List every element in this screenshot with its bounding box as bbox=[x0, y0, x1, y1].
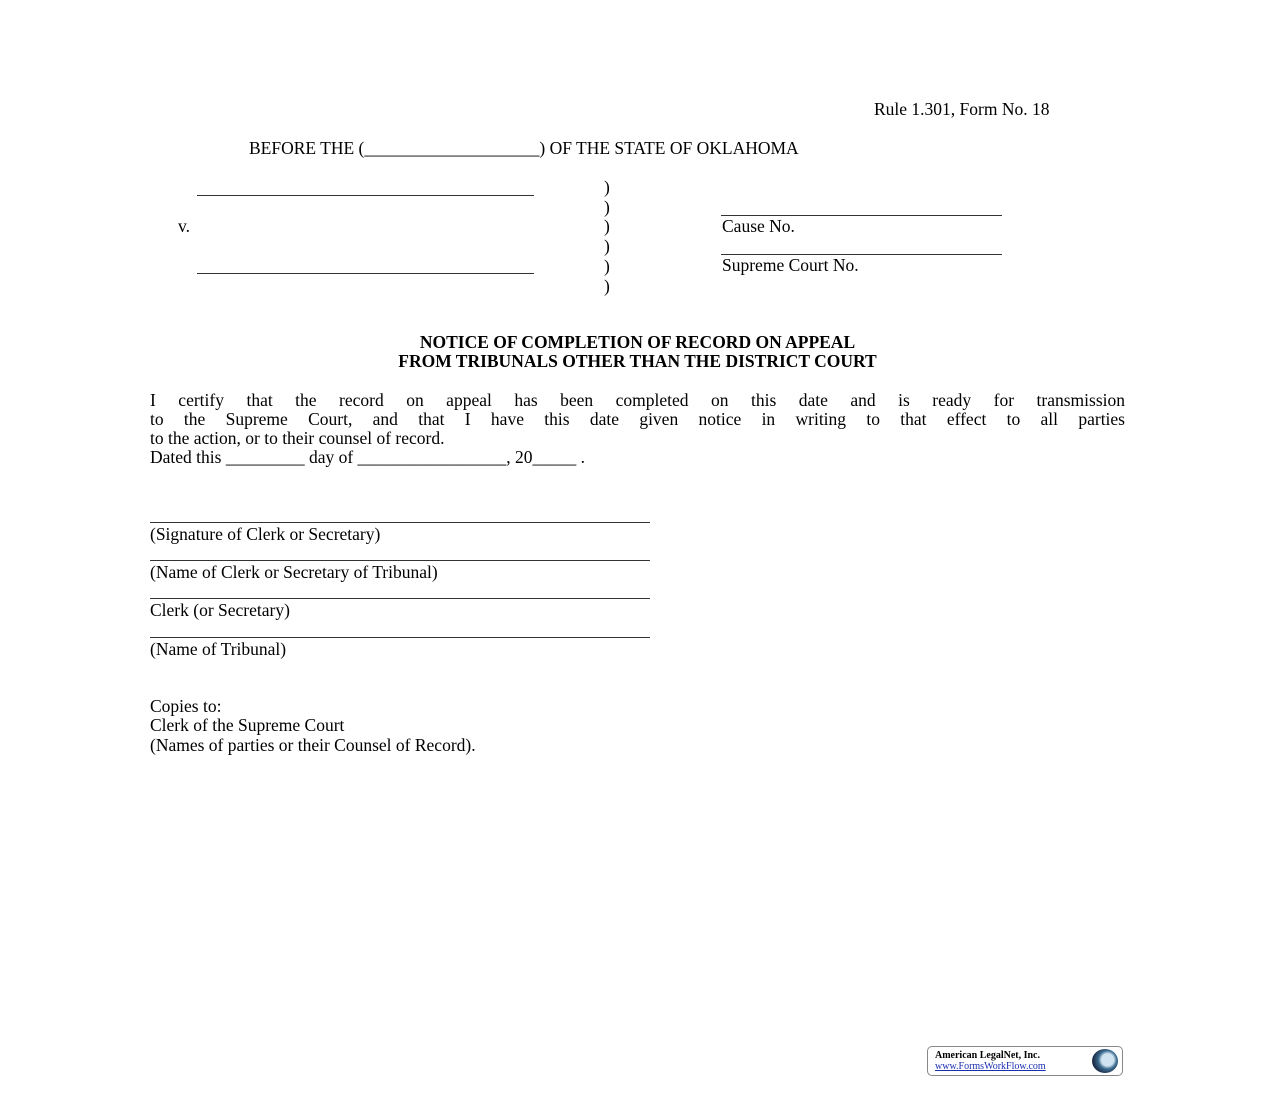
dated-line: Dated this _________ day of _________________, 20_____ . bbox=[150, 447, 586, 467]
caption-paren: ) bbox=[604, 197, 610, 217]
signature-label: (Signature of Clerk or Secretary) bbox=[150, 524, 381, 544]
tribunal-name-line[interactable] bbox=[150, 637, 650, 638]
supreme-court-number-label: Supreme Court No. bbox=[722, 255, 859, 275]
rule-number: Rule 1.301, Form No. 18 bbox=[874, 99, 1050, 119]
caption-paren: ) bbox=[604, 236, 610, 256]
form-title-line-2: FROM TRIBUNALS OTHER THAN THE DISTRICT COURT bbox=[398, 351, 877, 371]
certification-paragraph bbox=[150, 391, 1125, 467]
american-legalnet-logo bbox=[927, 1046, 1123, 1076]
copies-recipient: Clerk of the Supreme Court bbox=[150, 715, 345, 735]
logo-url-link[interactable]: www.FormsWorkFlow.com bbox=[935, 1061, 1046, 1072]
caption-paren: ) bbox=[604, 256, 610, 276]
clerk-title-label: Clerk (or Secretary) bbox=[150, 600, 290, 620]
body-line: I certify that the record on appeal has been completed on this date and is ready for transmission bbox=[150, 390, 1125, 410]
defendant-line[interactable] bbox=[197, 273, 534, 274]
caption-paren: ) bbox=[604, 177, 610, 197]
form-title-line-1: NOTICE OF COMPLETION OF RECORD ON APPEAL bbox=[419, 332, 856, 352]
copies-recipient: (Names of parties or their Counsel of Record). bbox=[150, 735, 476, 755]
globe-icon bbox=[1092, 1049, 1118, 1073]
logo-name: American LegalNet, Inc. bbox=[935, 1050, 1040, 1061]
body-line: to the Supreme Court, and that I have this date given notice in writing to that effect to all parties bbox=[150, 409, 1125, 429]
tribunal-name-label: (Name of Tribunal) bbox=[150, 639, 287, 659]
plaintiff-line[interactable] bbox=[197, 195, 534, 196]
clerk-name-line[interactable] bbox=[150, 560, 650, 561]
court-heading: BEFORE THE (____________________) OF THE STATE OF OKLAHOMA bbox=[249, 138, 799, 158]
versus-label: v. bbox=[178, 216, 190, 236]
signature-line[interactable] bbox=[150, 522, 650, 523]
cause-number-label: Cause No. bbox=[722, 216, 795, 236]
clerk-name-label: (Name of Clerk or Secretary of Tribunal) bbox=[150, 562, 438, 582]
caption-paren: ) bbox=[604, 216, 610, 236]
body-line: to the action, or to their counsel of record. bbox=[150, 428, 445, 448]
clerk-title-line[interactable] bbox=[150, 598, 650, 599]
copies-heading: Copies to: bbox=[150, 696, 222, 716]
caption-paren: ) bbox=[604, 276, 610, 296]
